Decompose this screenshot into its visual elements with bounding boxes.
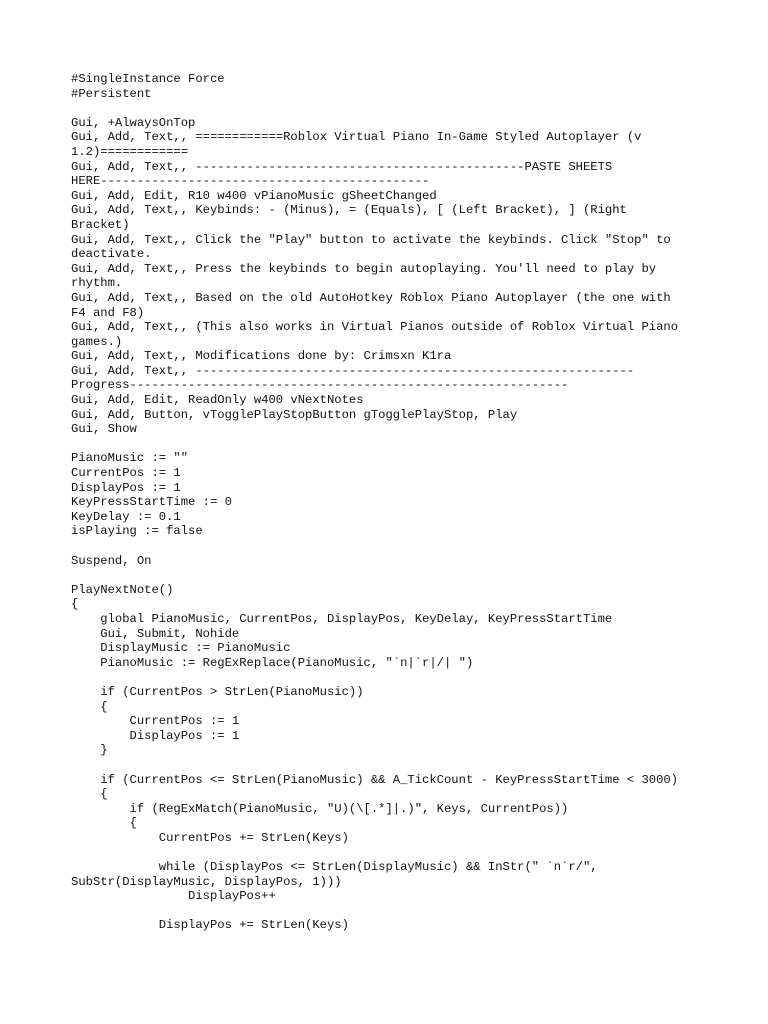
code-line: KeyDelay := 0.1	[71, 509, 181, 524]
code-listing	[71, 72, 711, 933]
code-line: Gui, Add, Text,, Click the "Play" button to activate the keybinds. Click "Stop" to	[71, 232, 671, 247]
code-line: Gui, Submit, Nohide	[71, 626, 240, 641]
code-line: Gui, Add, Edit, ReadOnly w400 vNextNotes	[71, 393, 364, 408]
code-line: games.)	[71, 334, 123, 349]
code-line	[71, 904, 711, 919]
code-line: while (DisplayPos <= StrLen(DisplayMusic) && InStr(" `n`r/",	[71, 860, 598, 875]
code-line: HERE---------------------------------------------	[71, 174, 430, 189]
code-line: {	[71, 816, 137, 831]
code-line: {	[71, 699, 108, 714]
code-line: CurrentPos += StrLen(Keys)	[71, 830, 349, 845]
code-line: {	[71, 787, 108, 802]
code-line: PlayNextNote()	[71, 582, 174, 597]
code-line: CurrentPos := 1	[71, 714, 240, 729]
code-line: F4 and F8)	[71, 305, 145, 320]
code-line: global PianoMusic, CurrentPos, DisplayPos, KeyDelay, KeyPressStartTime	[71, 611, 613, 626]
code-line: rhythm.	[71, 276, 123, 291]
code-line: isPlaying := false	[71, 524, 203, 539]
code-line: Gui, Add, Text,, Modifications done by: Crimsxn K1ra	[71, 349, 452, 364]
code-line: Gui, Add, Text,, ============Roblox Virtual Piano In-Game Styled Autoplayer (v	[71, 130, 642, 145]
code-line: {	[71, 597, 79, 612]
code-line	[71, 437, 711, 452]
code-line: Bracket)	[71, 217, 130, 232]
code-line: Gui, Add, Text,, (This also works in Virtual Pianos outside of Roblox Virtual Piano	[71, 320, 679, 335]
code-line	[71, 539, 711, 554]
code-line: if (CurrentPos <= StrLen(PianoMusic) && A_TickCount - KeyPressStartTime < 3000)	[71, 772, 679, 787]
code-line: DisplayPos := 1	[71, 728, 240, 743]
code-line: Gui, Add, Text,, Keybinds: - (Minus), = (Equals), [ (Left Bracket), ] (Right	[71, 203, 627, 218]
code-line: Suspend, On	[71, 553, 152, 568]
code-line: Gui, Add, Edit, R10 w400 vPianoMusic gSheetChanged	[71, 188, 437, 203]
code-line: Gui, Add, Text,, Press the keybinds to begin autoplaying. You'll need to play by	[71, 261, 657, 276]
code-line: 1.2)============	[71, 144, 189, 159]
code-line	[71, 758, 711, 773]
code-line	[71, 568, 711, 583]
code-line: Gui, Show	[71, 422, 137, 437]
code-line: SubStr(DisplayMusic, DisplayPos, 1)))	[71, 874, 342, 889]
code-line: DisplayPos++	[71, 889, 276, 904]
code-line: DisplayPos := 1	[71, 480, 181, 495]
code-line: PianoMusic := ""	[71, 451, 189, 466]
code-line: Gui, Add, Text,, ------------------------------------------------------------	[71, 363, 635, 378]
code-line: KeyPressStartTime := 0	[71, 495, 232, 510]
code-line	[71, 845, 711, 860]
code-line: Gui, Add, Button, vTogglePlayStopButton gTogglePlayStop, Play	[71, 407, 518, 422]
code-line	[71, 670, 711, 685]
code-line: if (RegExMatch(PianoMusic, "U)(\[.*]|.)", Keys, CurrentPos))	[71, 801, 569, 816]
code-line: if (CurrentPos > StrLen(PianoMusic))	[71, 684, 364, 699]
code-line: CurrentPos := 1	[71, 466, 181, 481]
code-line: Gui, Add, Text,, Based on the old AutoHotkey Roblox Piano Autoplayer (the one with	[71, 290, 671, 305]
code-line: #Persistent	[71, 86, 152, 101]
code-line: Gui, +AlwaysOnTop	[71, 115, 196, 130]
code-line: DisplayMusic := PianoMusic	[71, 641, 291, 656]
code-line: PianoMusic := RegExReplace(PianoMusic, "`n|`r|/| ")	[71, 655, 474, 670]
code-line: Progress------------------------------------------------------------	[71, 378, 569, 393]
code-line: Gui, Add, Text,, ---------------------------------------------PASTE SHEETS	[71, 159, 613, 174]
code-line	[71, 101, 711, 116]
code-line: deactivate.	[71, 247, 152, 262]
code-line: #SingleInstance Force	[71, 72, 225, 86]
code-line: }	[71, 743, 108, 758]
code-line: DisplayPos += StrLen(Keys)	[71, 918, 349, 933]
